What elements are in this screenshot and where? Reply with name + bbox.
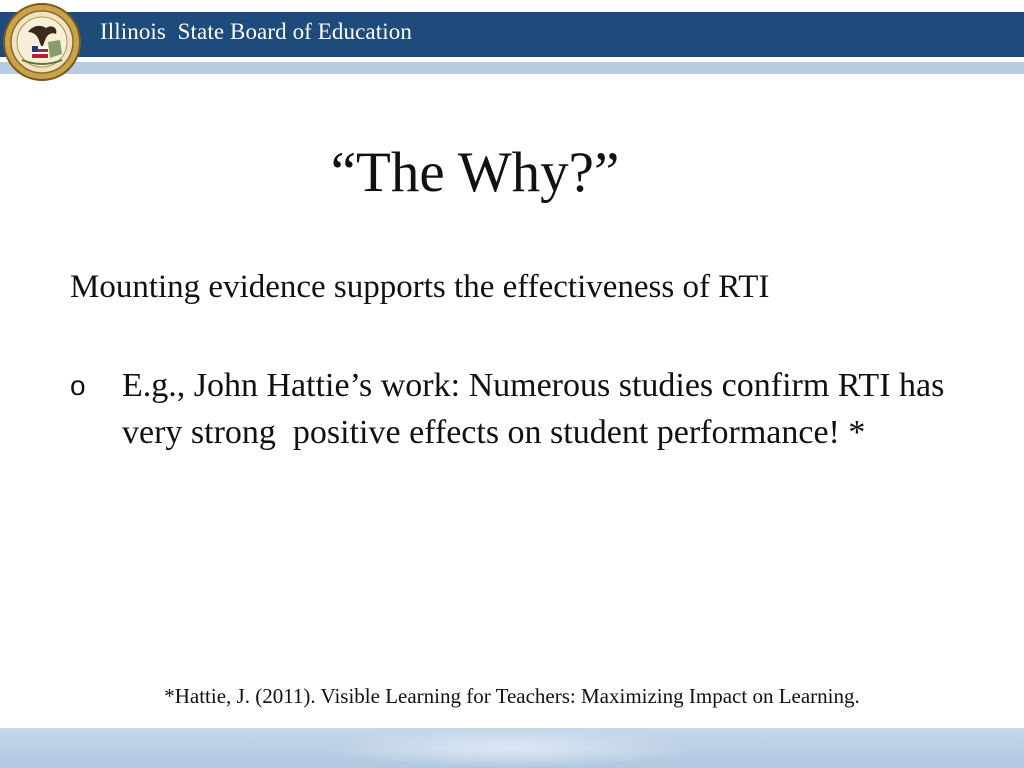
footer-band-highlight (330, 728, 690, 768)
bullet-marker: o (70, 370, 86, 401)
intro-statement: Mounting evidence supports the effectiveness of RTI (70, 269, 770, 305)
list-item (70, 362, 970, 456)
bullet-text: E.g., John Hattie’s work: Numerous studies confirm RTI has very strong positive effects on student performance! * (122, 367, 953, 451)
citation-footnote: *Hattie, J. (2011). Visible Learning for Teachers: Maximizing Impact on Learning. (164, 684, 860, 708)
slide-title: “The Why?” (330, 141, 620, 204)
organization-name: Illinois State Board of Education (100, 19, 412, 44)
header-accent-stripe (0, 62, 1024, 74)
illinois-state-seal-icon (2, 2, 82, 82)
